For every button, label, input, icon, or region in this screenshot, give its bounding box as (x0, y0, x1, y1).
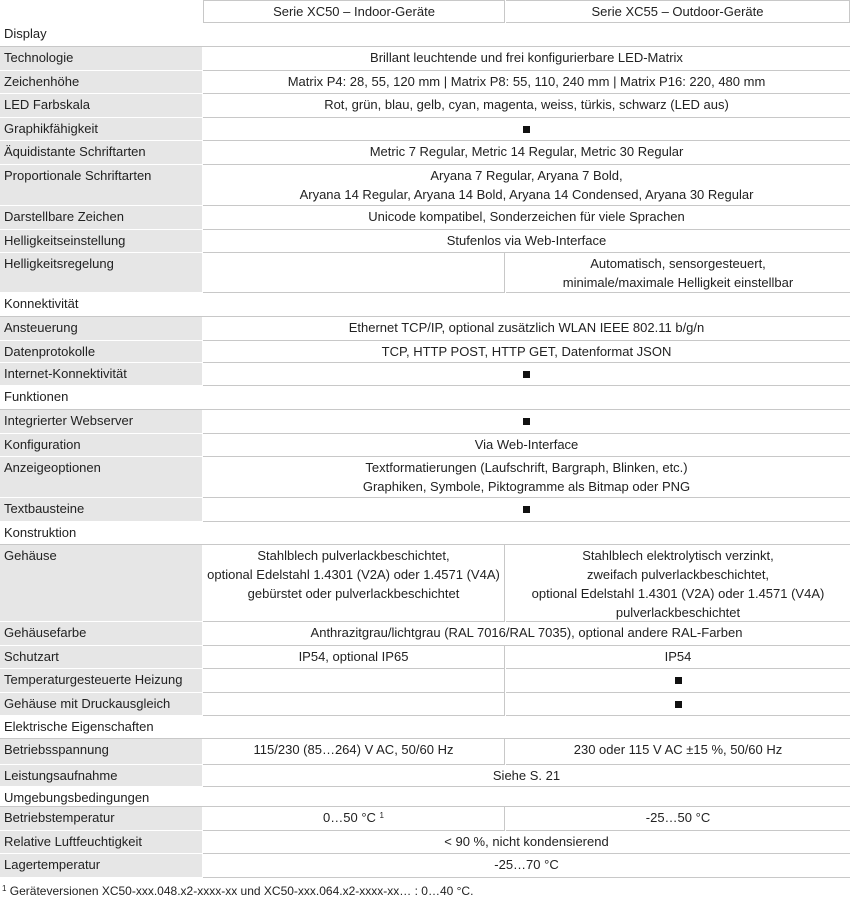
value-xc55-text: 230 oder 115 V AC ±15 %, 50/60 Hz (573, 742, 783, 757)
feature-check-icon (675, 677, 682, 684)
table-row (0, 253, 850, 293)
value-xc50 (203, 693, 505, 716)
table-row (0, 693, 850, 716)
value-both (203, 47, 850, 71)
value-xc50 (203, 545, 505, 622)
row-label: Lagertemperatur (0, 854, 202, 878)
table-row (0, 317, 850, 341)
value-xc55 (506, 693, 850, 716)
table-header (0, 0, 850, 23)
value-both-text: Brillant leuchtende und frei konfigurierbare LED-Matrix (370, 50, 683, 65)
section-title: Umgebungsbedingungen (4, 790, 150, 805)
table-row (0, 854, 850, 878)
value-both-text: Stufenlos via Web-Interface (446, 233, 607, 248)
table-row (0, 230, 850, 253)
row-label: Helligkeitsregelung (0, 253, 202, 293)
row-label: Äquidistante Schriftarten (0, 141, 202, 165)
table-row (0, 498, 850, 522)
value-xc55-text: Automatisch, sensorgesteuert, minimale/maximale Helligkeit einstellbar (562, 256, 794, 290)
value-both-text: Textformatierungen (Laufschrift, Bargraph, Blinken, etc.) Graphiken, Symbole, Piktogramme als Bitmap oder PNG (362, 460, 691, 494)
row-label: Datenprotokolle (0, 341, 202, 363)
row-label: LED Farbskala (0, 94, 202, 118)
section-title: Elektrische Eigenschaften (4, 719, 154, 734)
value-both (203, 341, 850, 363)
value-xc55-text: Stahlblech elektrolytisch verzinkt, zweifach pulverlackbeschichtet, optional Edelstahl 1.4301 (V2A) oder 1.4571 (V4A) pulverlackbeschichtet (531, 548, 825, 620)
table-row (0, 545, 850, 622)
row-label: Proportionale Schriftarten (0, 165, 202, 206)
header-xc55: Serie XC55 – Outdoor-Geräte (506, 0, 850, 23)
value-both (203, 831, 850, 854)
value-both-text: Rot, grün, blau, gelb, cyan, magenta, weiss, türkis, schwarz (LED aus) (324, 97, 729, 112)
table-row (0, 341, 850, 363)
table-row (0, 363, 850, 386)
value-both-text: Unicode kompatibel, Sonderzeichen für viele Sprachen (368, 209, 685, 224)
row-label: Anzeigeoptionen (0, 457, 202, 498)
value-xc50-text: 0…50 °C (323, 810, 376, 825)
table-row (0, 94, 850, 118)
value-both-text: Matrix P4: 28, 55, 120 mm | Matrix P8: 55, 110, 240 mm | Matrix P16: 220, 480 mm (287, 74, 766, 89)
footnote-marker: 1 (2, 884, 7, 893)
value-both-text: -25…70 °C (494, 857, 559, 872)
header-blank-cell (0, 0, 202, 23)
value-xc55 (506, 669, 850, 693)
value-both-text: Metric 7 Regular, Metric 14 Regular, Metric 30 Regular (369, 144, 684, 159)
value-both (203, 165, 850, 206)
value-xc50-text: 115/230 (85…264) V AC, 50/60 Hz (253, 742, 454, 757)
table-row (0, 669, 850, 693)
section-header (0, 23, 850, 47)
table-row (0, 47, 850, 71)
value-both (203, 765, 850, 787)
section-title: Konstruktion (4, 525, 77, 540)
row-label: Temperaturgesteuerte Heizung (0, 669, 202, 693)
value-xc55-text: -25…50 °C (645, 810, 711, 825)
footnote-ref: 1 (379, 811, 384, 820)
row-label: Gehäusefarbe (0, 622, 202, 646)
row-label: Konfiguration (0, 434, 202, 457)
value-xc55 (506, 739, 850, 765)
section-header (0, 386, 850, 410)
value-both (203, 118, 850, 141)
value-both (203, 94, 850, 118)
section-header (0, 716, 850, 739)
value-both (203, 854, 850, 878)
value-xc50 (203, 646, 505, 669)
value-both (203, 498, 850, 522)
table-row (0, 807, 850, 831)
table-row (0, 434, 850, 457)
value-both-text: TCP, HTTP POST, HTTP GET, Datenformat JSON (381, 344, 672, 359)
section-header (0, 293, 850, 317)
row-label: Relative Luftfeuchtigkeit (0, 831, 202, 854)
value-both-text: Via Web-Interface (474, 437, 579, 452)
value-xc50-text: Stahlblech pulverlackbeschichtet, optional Edelstahl 1.4301 (V2A) oder 1.4571 (V4A) gebürstet oder pulverlackbeschichtet (207, 548, 500, 601)
row-label: Darstellbare Zeichen (0, 206, 202, 230)
section-title: Konnektivität (4, 296, 79, 311)
value-both-text: Aryana 7 Regular, Aryana 7 Bold, Aryana 14 Regular, Aryana 14 Bold, Aryana 14 Condensed, Aryana 30 Regular (299, 168, 754, 202)
row-label: Ansteuerung (0, 317, 202, 341)
value-xc55-text: IP54 (664, 649, 692, 664)
table-row (0, 410, 850, 434)
row-label: Leistungsaufnahme (0, 765, 202, 787)
value-xc50 (203, 253, 505, 293)
section-header (0, 787, 850, 807)
table-row (0, 118, 850, 141)
value-both-text: Ethernet TCP/IP, optional zusätzlich WLAN IEEE 802.11 b/g/n (348, 320, 705, 335)
value-xc55 (506, 545, 850, 622)
table-row (0, 457, 850, 498)
row-label: Textbausteine (0, 498, 202, 522)
section-title: Display (4, 26, 47, 41)
row-label: Helligkeitseinstellung (0, 230, 202, 253)
feature-check-icon (523, 506, 530, 513)
row-label: Gehäuse mit Druckausgleich (0, 693, 202, 716)
value-both (203, 230, 850, 253)
value-both (203, 363, 850, 386)
value-xc50-text: IP54, optional IP65 (298, 649, 409, 664)
row-label: Schutzart (0, 646, 202, 669)
value-both-text: Anthrazitgrau/lichtgrau (RAL 7016/RAL 7035), optional andere RAL-Farben (310, 625, 743, 640)
table-row (0, 141, 850, 165)
row-label: Betriebstemperatur (0, 807, 202, 831)
table-row (0, 765, 850, 787)
table-row (0, 739, 850, 765)
footnote-text: Geräteversionen XC50-xxx.048.x2-xxxx-xx und XC50-xxx.064.x2-xxxx-xx… : 0…40 °C. (6, 884, 474, 898)
value-xc50 (203, 739, 505, 765)
value-both (203, 410, 850, 434)
section-header (0, 522, 850, 545)
row-label: Technologie (0, 47, 202, 71)
table-row (0, 165, 850, 206)
feature-check-icon (523, 418, 530, 425)
feature-check-icon (675, 701, 682, 708)
row-label: Graphikfähigkeit (0, 118, 202, 141)
row-label: Betriebsspannung (0, 739, 202, 765)
row-label: Zeichenhöhe (0, 71, 202, 94)
value-xc50 (203, 669, 505, 693)
row-label: Integrierter Webserver (0, 410, 202, 434)
header-xc50: Serie XC50 – Indoor-Geräte (203, 0, 505, 23)
value-both (203, 457, 850, 498)
value-both (203, 434, 850, 457)
value-both (203, 141, 850, 165)
table-row (0, 646, 850, 669)
footnote (2, 883, 473, 899)
table-row (0, 206, 850, 230)
table-row (0, 71, 850, 94)
feature-check-icon (523, 371, 530, 378)
value-both (203, 71, 850, 94)
value-both (203, 317, 850, 341)
value-both (203, 206, 850, 230)
feature-check-icon (523, 126, 530, 133)
row-label: Gehäuse (0, 545, 202, 622)
row-label: Internet-Konnektivität (0, 363, 202, 386)
value-xc50 (203, 807, 505, 831)
value-both-text: Siehe S. 21 (492, 768, 561, 783)
value-xc55 (506, 646, 850, 669)
section-title: Funktionen (4, 389, 69, 404)
table-row (0, 622, 850, 646)
table-row (0, 831, 850, 854)
value-xc55 (506, 253, 850, 293)
value-xc55 (506, 807, 850, 831)
value-both (203, 622, 850, 646)
value-both-text: < 90 %, nicht kondensierend (444, 834, 609, 849)
